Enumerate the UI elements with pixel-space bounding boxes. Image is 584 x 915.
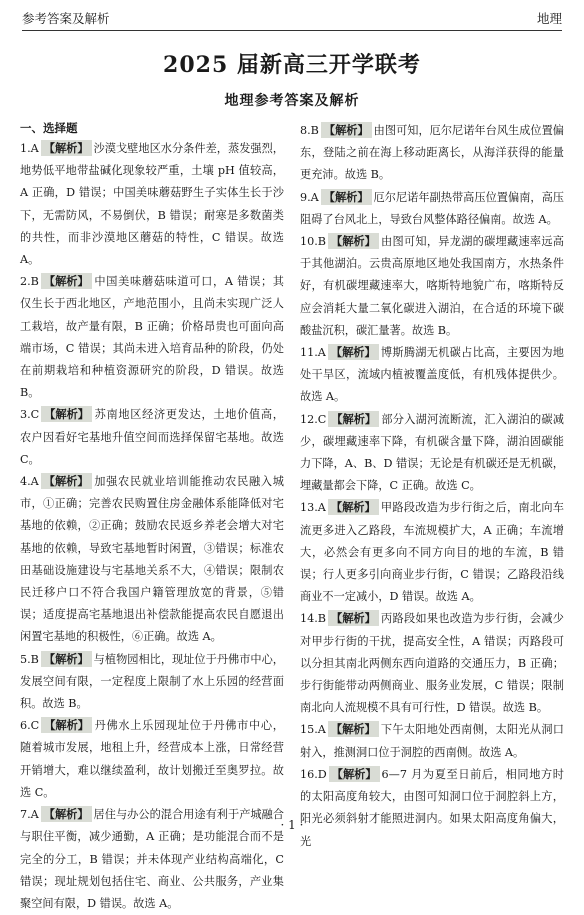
answer-item	[300, 497, 564, 608]
answer-number: 1.A	[20, 142, 39, 155]
analysis-tag: 【解析】	[328, 721, 379, 737]
answer-item	[300, 608, 564, 719]
header-right: 地理	[536, 11, 562, 26]
answer-explanation: 部分入湖河流断流，汇入湖泊的碳减少，碳埋藏速率下降，有机碳含量下降，湖泊固碳能力下降，A、B、D 错误；无论是有机碳还是无机碳，埋藏量都会下降，C 正确。故选 C。	[300, 412, 564, 493]
answer-item	[300, 764, 564, 853]
analysis-tag: 【解析】	[329, 766, 380, 782]
answer-explanation: 中国美味蘑菇味道可口，A 错误；其仅生长于西北地区，产地范围小，且尚未实现广泛人工栽培，故产量有限，B 正确；价格昂贵也可面向高端市场，C 错误；其尚未进入培育品种的阶段，仍处在前期栽培和种植资源研究的阶段，D 错误。故选 B。	[20, 275, 284, 400]
answer-number: 4.A	[20, 475, 39, 489]
answer-number: 12.C	[300, 412, 327, 426]
answer-number: 8.B	[300, 124, 319, 137]
answer-number: 9.A	[300, 190, 319, 204]
answer-explanation: 下午太阳地处西南侧，太阳光从洞口射入，推测洞口位于洞腔的西南侧。故选 A。	[300, 723, 564, 759]
answer-explanation: 丹佛水上乐园现址位于丹佛市中心，随着城市发展，地租上升，经营成本上涨，日常经营开销增大，难以继续盈利，故计划搬迁至奥罗拉。故选 C。	[20, 719, 284, 799]
answer-explanation: 甲路段改造为步行街之后，南北向车流更多进入乙路段，车流规模扩大，A 正确；车流增大，必然会有更多向不同方向目的地的车流，B 错误；行人更多引向商业步行街，C 错误；乙路段沿线商业不一定减小，D 错误。故选 A。	[300, 501, 564, 604]
answer-explanation: 厄尔尼诺年副热带高压位置偏南，高压阻碍了台风北上，导致台风整体路径偏南。故选 A。	[300, 190, 564, 226]
answer-item	[300, 187, 564, 231]
answer-item	[300, 231, 564, 342]
analysis-tag: 【解析】	[321, 122, 372, 138]
right-column	[300, 120, 564, 848]
answer-item	[20, 138, 284, 271]
answer-number: 11.A	[300, 346, 326, 360]
analysis-tag: 【解析】	[41, 406, 92, 422]
answer-number: 3.C	[20, 408, 40, 422]
page-number: · 1 ·	[280, 818, 304, 832]
answer-number: 16.D	[300, 767, 327, 781]
answer-item	[20, 715, 284, 804]
answer-item	[20, 404, 284, 471]
answer-number: 6.C	[20, 719, 40, 733]
page-header	[22, 6, 562, 31]
answer-item	[300, 342, 564, 409]
analysis-tag: 【解析】	[41, 651, 92, 667]
answer-item	[300, 719, 564, 763]
analysis-tag: 【解析】	[328, 233, 379, 249]
answer-number: 5.B	[20, 652, 39, 666]
document-subtitle: 地理参考答案及解析	[224, 93, 360, 109]
answer-explanation: 加强农民就业培训能推动农民融入城市，①正确；完善农民购置住房金融体系能降低对宅基地的依赖，②正确；鼓励农民返乡养老会增大对宅基地的依赖，导致宅基地暂时闲置，③错误；标准农田基础设施建设与宅基地关系不大，④错误；限制农民迁移户口不符合我国户籍管理放宽的背景，⑤错误；适度提高宅基地退出补偿款能提高农民自愿退出闲置宅基地的积极性，⑥正确。故选 A。	[20, 475, 284, 644]
answer-item	[300, 409, 564, 498]
analysis-tag: 【解析】	[328, 344, 379, 360]
answer-explanation: 由图可知，异龙湖的碳埋藏速率远高于其他湖泊。云贵高原地区地处我国南方，水热条件好，有机碳埋藏速率大，喀斯特地貌广布，喀斯特反应会消耗大量二氧化碳进入湖泊，在合适的环境下碳酸盐沉积，碳汇量著。故选 B。	[300, 235, 564, 337]
answer-number: 10.B	[300, 235, 327, 249]
answer-number: 13.A	[300, 501, 326, 515]
header-left: 参考答案及解析	[22, 11, 110, 26]
answer-number: 14.B	[300, 612, 327, 626]
answer-number: 15.A	[300, 723, 326, 737]
analysis-tag: 【解析】	[41, 140, 92, 156]
answer-item	[20, 271, 284, 404]
answer-item	[20, 471, 284, 649]
answer-item	[20, 649, 284, 716]
answer-explanation: 6—7 月为夏至日前后，相同地方时的太阳高度角较大，由图可知洞口位于洞腔斜上方，阳光必须斜射才能照进洞内。如果太阳高度角偏大，光	[300, 767, 564, 848]
analysis-tag: 【解析】	[41, 273, 92, 289]
answer-explanation: 丙路段如果也改造为步行街，会减少对甲步行街的干扰，提高安全性，A 错误；丙路段可以分担其南北两侧东西向道路的交通压力，B 正确；步行街能带动两侧商业、服务业发展，C 错误；限制南北向人流规模不具有可行性，D 错误。故选 B。	[300, 612, 564, 715]
analysis-tag: 【解析】	[321, 189, 372, 205]
answer-number: 7.A	[20, 808, 39, 822]
analysis-tag: 【解析】	[41, 806, 92, 822]
analysis-tag: 【解析】	[328, 411, 379, 427]
answer-explanation: 与植物园相比，现址位于丹佛市中心，发展空间有限，一定程度上限制了水上乐园的经营面积。故选 B。	[20, 652, 284, 711]
analysis-tag: 【解析】	[41, 717, 92, 733]
document-title: 2025 届新高三开学联考	[163, 52, 421, 78]
analysis-tag: 【解析】	[41, 473, 92, 489]
answer-explanation: 沙漠戈壁地区水分条件差，蒸发强烈，地势低平地带盐碱化现象较严重，土壤 pH 值较高，A 正确，D 错误；中国美味蘑菇野生子实体生长于沙下，无需防风，不易倒伏，B 错误；耐寒是多数菌类的共性，而非沙漠地区蘑菇的特性，C 错误。故选 A。	[20, 142, 284, 267]
answer-explanation: 由图可知，厄尔尼诺年台风生成位置偏东，登陆之前在海上移动距离长，从海洋获得的能量更充沛。故选 B。	[300, 124, 564, 182]
section-heading: 一、选择题	[20, 121, 78, 135]
answer-explanation: 苏南地区经济更发达，土地价值高，农户因看好宅基地升值空间而选择保留宅基地。故选 C。	[20, 408, 284, 466]
answer-number: 2.B	[20, 275, 39, 289]
analysis-tag: 【解析】	[328, 499, 379, 515]
analysis-tag: 【解析】	[328, 610, 379, 626]
answer-item	[300, 120, 564, 187]
answer-explanation: 博斯腾湖无机碳占比高，主要因为地处干旱区，流域内植被覆盖度低，有机残体提供少。故选 A。	[300, 346, 564, 404]
answer-explanation: 居住与办公的混合用途有利于产城融合与职住平衡，减少通勤，A 正确；是功能混合而不是完全的分工，B 错误；并未体现产业结构高端化，C 错误；现址规划包括住宅、商业、公共服务，产业集聚空间有限，D 错误。故选 A。	[20, 808, 284, 910]
answer-columns	[20, 120, 564, 910]
left-column	[20, 120, 284, 910]
